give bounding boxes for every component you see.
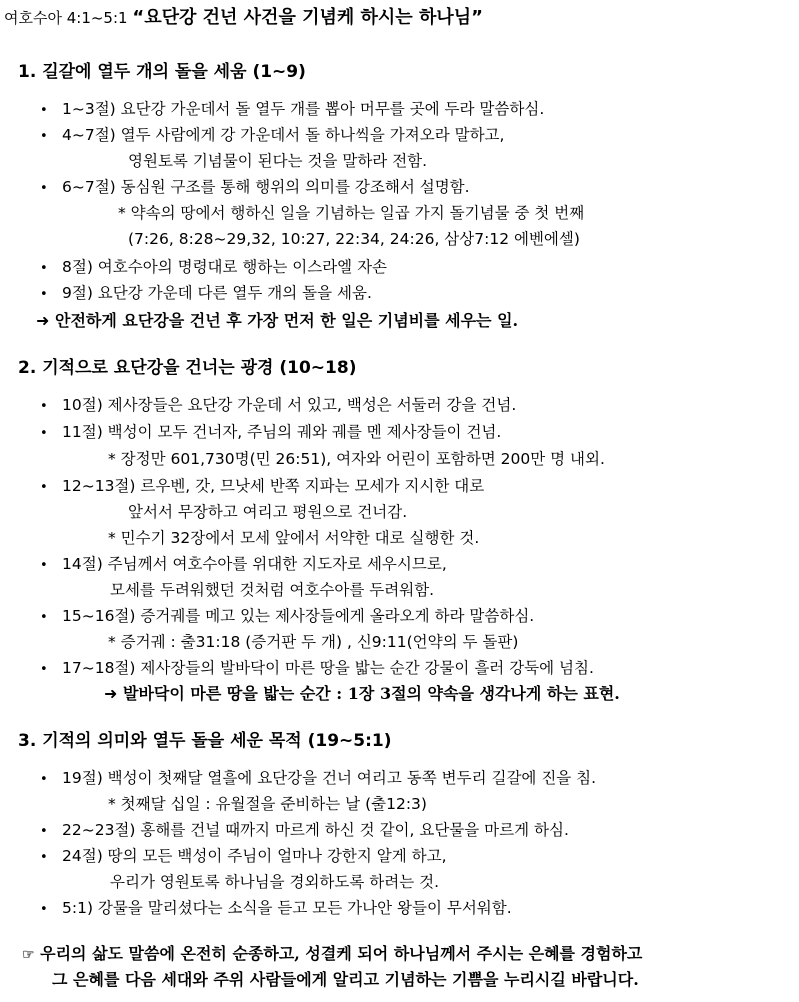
- note-line: * 첫째달 십일 : 유월절을 준비하는 날 (출12:3): [108, 795, 427, 813]
- title-reference: 여호수아 4:1~5:1: [4, 9, 133, 27]
- list-item: [40, 125, 504, 147]
- list-item-continuation: 모세를 두려워했던 것처럼 여호수아를 두려워함.: [110, 581, 435, 599]
- list-item-text: 9절) 요단강 가운데 다른 열두 개의 돌을 세움.: [62, 284, 372, 302]
- bullet-icon: •: [40, 426, 48, 441]
- list-item-text: 6~7절) 동심원 구조를 통해 행위의 의미를 강조해서 설명함.: [62, 178, 470, 196]
- note-line: (7:26, 8:28~29,32, 10:27, 22:34, 24:26, 삼상7:12 에벤에셀): [128, 230, 580, 248]
- list-item: [40, 820, 569, 842]
- list-item: [40, 658, 594, 680]
- section-conclusion: [104, 683, 620, 705]
- list-item: [40, 395, 516, 417]
- list-item: [40, 422, 501, 444]
- note-line: * 증거궤 : 출31:18 (증거판 두 개) , 신9:11(언약의 두 돌판): [108, 633, 519, 651]
- list-item: [40, 898, 512, 920]
- list-item-continuation: 앞서서 무장하고 여리고 평원으로 건너감.: [128, 503, 408, 521]
- list-item: [40, 768, 596, 790]
- note-line: * 약속의 땅에서 행하신 일을 기념하는 일곱 가지 돌기념물 중 첫 번째: [118, 204, 585, 222]
- bullet-icon: •: [40, 610, 48, 625]
- list-item-continuation: 우리가 영원토록 하나님을 경외하도록 하려는 것.: [110, 873, 440, 891]
- bullet-icon: •: [40, 129, 48, 144]
- section-heading: 3. 기적의 의미와 열두 돌을 세운 목적 (19~5:1): [18, 731, 392, 751]
- note-line: * 민수기 32장에서 모세 앞에서 서약한 대로 실행한 것.: [108, 529, 480, 547]
- list-item: [40, 99, 544, 121]
- closing-line: 그 은혜를 다음 세대와 주위 사람들에게 알리고 기념하는 기쁨을 누리시길 바랍니다.: [52, 970, 639, 989]
- pointing-hand-icon: ☞: [22, 947, 35, 963]
- list-item-text: 24절) 땅의 모든 백성이 주님이 얼마나 강한지 알게 하고,: [62, 847, 447, 865]
- list-item: [40, 283, 372, 305]
- bullet-icon: •: [40, 850, 48, 865]
- list-item-text: 8절) 여호수아의 명령대로 행하는 이스라엘 자손: [62, 258, 388, 276]
- list-item-text: 1~3절) 요단강 가운데서 돌 열두 개를 뽑아 머무를 곳에 두라 말씀하심.: [62, 100, 545, 118]
- section-heading: 1. 길갈에 열두 개의 돌을 세움 (1~9): [18, 62, 306, 82]
- list-item-text: 5:1) 강물을 말리셨다는 소식을 듣고 모든 가나안 왕들이 무서워함.: [62, 899, 512, 917]
- list-item-text: 10절) 제사장들은 요단강 가운데 서 있고, 백성은 서둘러 강을 건넘.: [62, 396, 517, 414]
- bullet-icon: •: [40, 261, 48, 276]
- bullet-icon: •: [40, 558, 48, 573]
- list-item-continuation: 영원토록 기념물이 된다는 것을 말하라 전함.: [128, 152, 428, 170]
- note-line: * 장정만 601,730명(민 26:51), 여자와 어린이 포함하면 200만 명 내외.: [108, 450, 605, 468]
- list-item: [40, 554, 447, 576]
- list-item-text: 22~23절) 홍해를 건널 때까지 마르게 하신 것 같이, 요단물을 마르게 하심.: [62, 821, 569, 839]
- conclusion-text: 발바닥이 마른 땅을 밟는 순간 : 1장 3절의 약속을 생각나게 하는 표현.: [122, 684, 620, 703]
- bullet-icon: •: [40, 103, 48, 118]
- list-item: [40, 476, 484, 498]
- list-item: [40, 177, 470, 199]
- section-heading: 2. 기적으로 요단강을 건너는 광경 (10~18): [18, 358, 357, 378]
- bullet-icon: •: [40, 399, 48, 414]
- bullet-icon: •: [40, 480, 48, 495]
- list-item-text: 19절) 백성이 첫째달 열흘에 요단강을 건너 여리고 동쪽 변두리 길갈에 진을 침.: [62, 769, 597, 787]
- list-item: [40, 846, 447, 868]
- bullet-icon: •: [40, 902, 48, 917]
- list-item-text: 15~16절) 증거궤를 메고 있는 제사장들에게 올라오게 하라 말씀하심.: [62, 607, 535, 625]
- bullet-icon: •: [40, 181, 48, 196]
- list-item: [40, 606, 534, 628]
- arrow-icon: ➜: [104, 684, 118, 703]
- bullet-icon: •: [40, 824, 48, 839]
- bullet-icon: •: [40, 287, 48, 302]
- section-conclusion: [36, 310, 518, 332]
- bullet-icon: •: [40, 662, 48, 677]
- list-item-text: 12~13절) 르우벤, 갓, 므낫세 반쪽 지파는 모세가 지시한 대로: [62, 477, 485, 495]
- closing-text: 우리의 삶도 말씀에 온전히 순종하고, 성결케 되어 하나님께서 주시는 은혜를 경험하고: [40, 944, 643, 963]
- list-item: [40, 257, 387, 279]
- list-item-text: 14절) 주님께서 여호수아를 위대한 지도자로 세우시므로,: [62, 555, 447, 573]
- list-item-text: 11절) 백성이 모두 건너자, 주님의 궤와 궤를 멘 제사장들이 건넘.: [62, 423, 502, 441]
- bullet-icon: •: [40, 772, 48, 787]
- list-item-text: 17~18절) 제사장들의 발바닥이 마른 땅을 밟는 순간 강물이 흘러 강둑에 넘침.: [62, 659, 594, 677]
- closing-line: [22, 942, 642, 967]
- page-title: [4, 6, 483, 30]
- list-item-text: 4~7절) 열두 사람에게 강 가운데서 돌 하나씩을 가져오라 말하고,: [62, 126, 505, 144]
- title-main: “요단강 건넌 사건을 기념케 하시는 하나님”: [132, 7, 483, 28]
- conclusion-text: 안전하게 요단강을 건넌 후 가장 먼저 한 일은 기념비를 세우는 일.: [54, 311, 519, 330]
- arrow-icon: ➜: [36, 311, 50, 330]
